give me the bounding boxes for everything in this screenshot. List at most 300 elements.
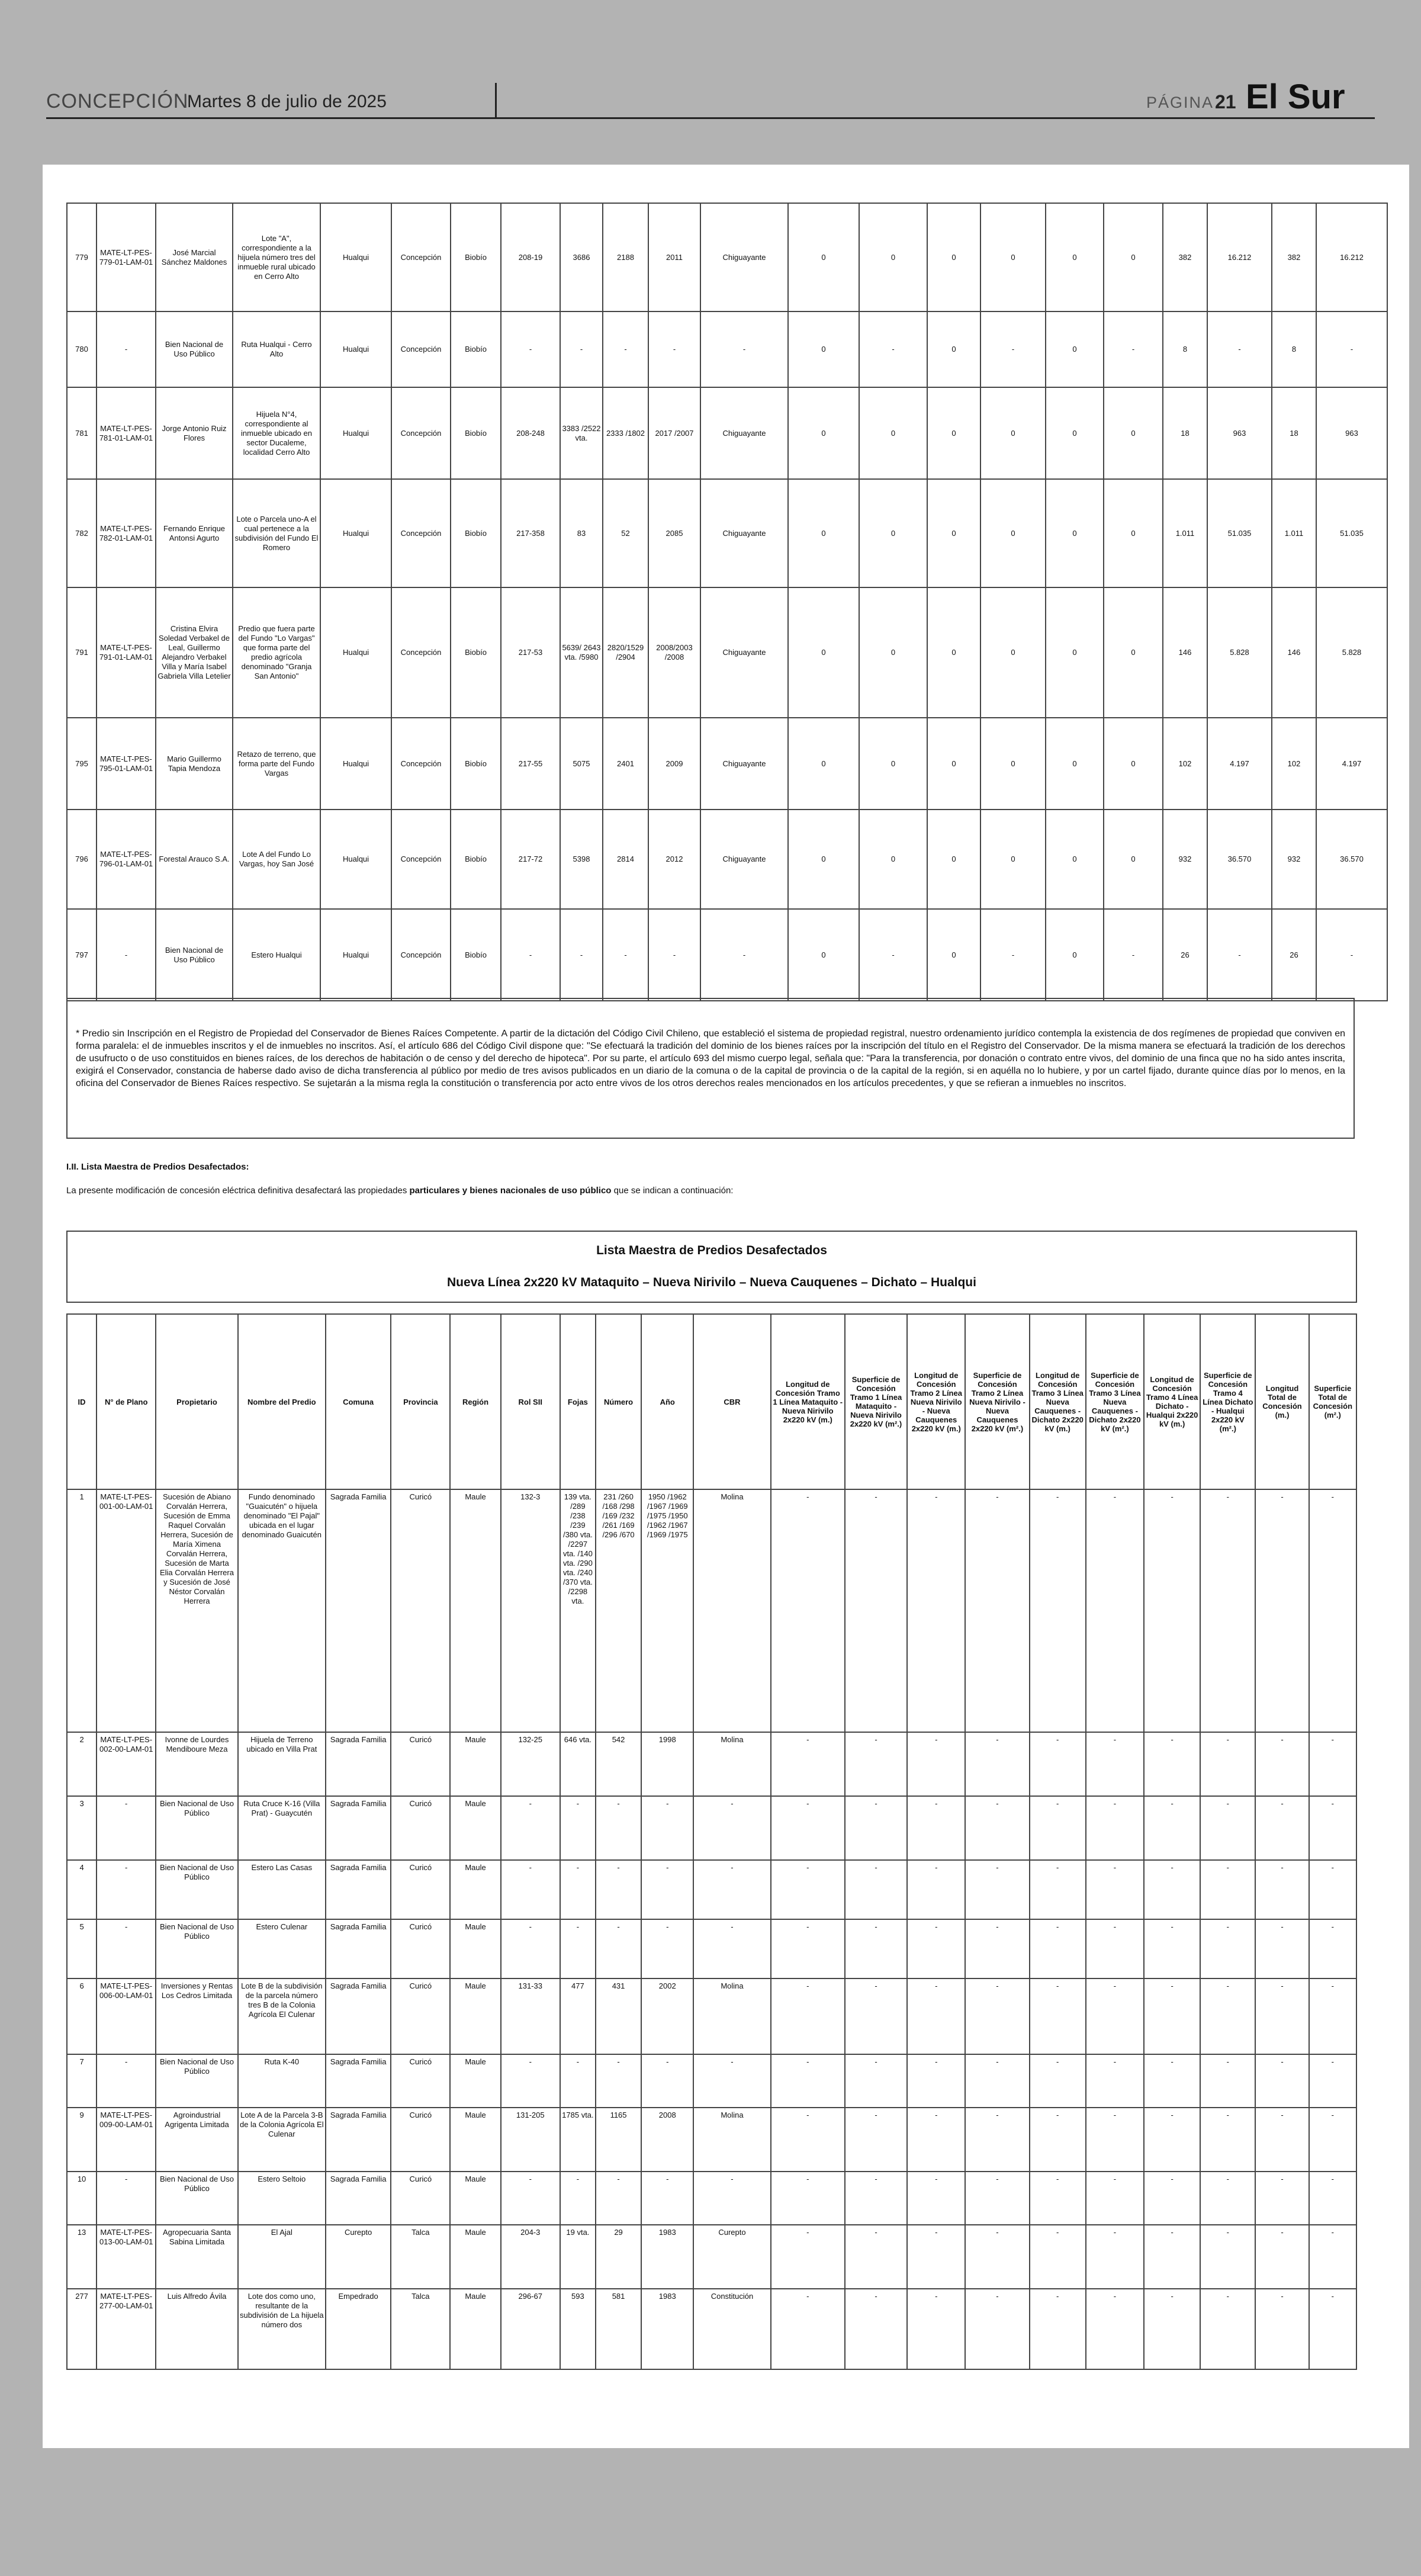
table-cell: -: [1309, 2054, 1356, 2108]
table-cell: -: [907, 1732, 965, 1796]
header-divider: [495, 83, 497, 118]
table-cell: -: [907, 2289, 965, 2369]
intro-text-end: que se indican a continuación:: [611, 1186, 734, 1196]
table-cell: Curicó: [391, 1489, 450, 1732]
table-cell: Hualqui: [320, 810, 391, 909]
table-cell: Lote o Parcela uno-A el cual pertenece a la subdivisión del Fundo El Romero: [233, 479, 320, 587]
table-cell: Molina: [693, 1978, 770, 2054]
table-cell: Ivonne de Lourdes Mendiboure Meza: [156, 1732, 237, 1796]
table-cell: -: [648, 311, 700, 387]
legal-note-box: [66, 998, 1355, 1139]
table-cell: -: [965, 2108, 1029, 2172]
table-cell: 2820/1529 /2904: [603, 587, 648, 718]
table-cell: -: [97, 909, 156, 1001]
table-cell: 146: [1163, 587, 1207, 718]
table-cell: MATE-LT-PES-781-01-LAM-01: [97, 387, 156, 479]
table-cell: -: [1144, 2289, 1200, 2369]
table-cell: 3: [67, 1796, 97, 1860]
table-cell: 1165: [596, 2108, 641, 2172]
table-cell: Sagrada Familia: [326, 1732, 391, 1796]
table-cell: -: [907, 1860, 965, 1919]
table-cell: Biobío: [451, 587, 501, 718]
table-cell: 1983: [641, 2225, 693, 2289]
table-cell: 36.570: [1316, 810, 1387, 909]
table-cell: Lote "A", correspondiente a la hijuela número tres del inmueble rural ubicado en Cerro Alto: [233, 203, 320, 311]
table-cell: -: [1086, 1978, 1144, 2054]
table-cell: Inversiones y Rentas Los Cedros Limitada: [156, 1978, 237, 2054]
table-cell: Hijuela N°4, correspondiente al inmueble ubicado en sector Ducaleme, localidad Cerro Alto: [233, 387, 320, 479]
table-cell: 0: [859, 203, 927, 311]
column-header: Superficie Total de Concesión (m².): [1309, 1314, 1356, 1489]
column-header: Rol SII: [501, 1314, 560, 1489]
table-cell: 204-3: [501, 2225, 560, 2289]
table-cell: Talca: [391, 2289, 450, 2369]
table-cell: 5: [67, 1919, 97, 1978]
table-cell: 0: [859, 810, 927, 909]
column-header: Nombre del Predio: [238, 1314, 326, 1489]
table-cell: -: [1255, 2289, 1309, 2369]
table-cell: 231 /260 /168 /298 /169 /232 /261 /169 /296 /670: [596, 1489, 641, 1732]
table-cell: Concepción: [391, 909, 451, 1001]
table-cell: Sagrada Familia: [326, 1978, 391, 2054]
table-cell: MATE-LT-PES-002-00-LAM-01: [97, 1732, 156, 1796]
table-cell: Luis Alfredo Ávila: [156, 2289, 237, 2369]
table-cell: 0: [788, 479, 859, 587]
table-row: [67, 1919, 1356, 1978]
table-cell: 2401: [603, 718, 648, 810]
table-cell: -: [1144, 1860, 1200, 1919]
table-cell: Estero Hualqui: [233, 909, 320, 1001]
table-cell: 10: [67, 2172, 97, 2225]
table-cell: -: [845, 1860, 907, 1919]
table-cell: -: [1316, 909, 1387, 1001]
table-cell: -: [845, 2172, 907, 2225]
table-cell: -: [907, 2172, 965, 2225]
table-cell: MATE-LT-PES-009-00-LAM-01: [97, 2108, 156, 2172]
table-cell: Lote dos como uno, resultante de la subdivisión de La hijuela número dos: [238, 2289, 326, 2369]
table-cell: -: [907, 1919, 965, 1978]
table-cell: Concepción: [391, 479, 451, 587]
column-header: Superficie de Concesión Tramo 1 Línea Mataquito - Nueva Nirivilo 2x220 kV (m².): [845, 1314, 907, 1489]
table-cell: -: [97, 1919, 156, 1978]
table-cell: -: [693, 1919, 770, 1978]
table-cell: -: [1030, 2225, 1086, 2289]
table-cell: Bien Nacional de Uso Público: [156, 1796, 237, 1860]
table-cell: -: [693, 1796, 770, 1860]
table-cell: -: [501, 1796, 560, 1860]
table-cell: -: [1200, 2289, 1255, 2369]
table-cell: -: [1255, 2108, 1309, 2172]
table-cell: 5.828: [1316, 587, 1387, 718]
table-cell: Bien Nacional de Uso Público: [156, 1860, 237, 1919]
table-cell: 2017 /2007: [648, 387, 700, 479]
table-cell: -: [965, 1796, 1029, 1860]
table-cell: -: [693, 1860, 770, 1919]
table-cell: -: [1144, 2225, 1200, 2289]
table-cell: Sagrada Familia: [326, 2172, 391, 2225]
table-cell: Concepción: [391, 810, 451, 909]
table-cell: 4.197: [1207, 718, 1272, 810]
table-cell: 593: [560, 2289, 596, 2369]
table-cell: -: [980, 909, 1046, 1001]
table-cell: Maule: [450, 2172, 500, 2225]
table-cell: 26: [1272, 909, 1316, 1001]
table-cell: 0: [980, 718, 1046, 810]
table-cell: 0: [1046, 311, 1104, 387]
table-cell: -: [1200, 2108, 1255, 2172]
table-cell: 132-25: [501, 1732, 560, 1796]
table-cell: 2085: [648, 479, 700, 587]
table-cell: 0: [1104, 387, 1163, 479]
table-cell: -: [845, 1978, 907, 2054]
table-cell: -: [603, 909, 648, 1001]
column-header: Longitud Total de Concesión (m.): [1255, 1314, 1309, 1489]
table-cell: 646 vta.: [560, 1732, 596, 1796]
master-list-table: [66, 1313, 1357, 2370]
table-cell: Hualqui: [320, 587, 391, 718]
table-cell: Hualqui: [320, 479, 391, 587]
table-cell: -: [1309, 1978, 1356, 2054]
table-cell: -: [1086, 2108, 1144, 2172]
table-cell: 208-19: [501, 203, 560, 311]
page-number: 21: [1215, 91, 1236, 113]
table-cell: -: [1207, 909, 1272, 1001]
table-cell: -: [1030, 1919, 1086, 1978]
table-cell: 0: [859, 587, 927, 718]
table-cell: Mario Guillermo Tapia Mendoza: [156, 718, 233, 810]
table-cell: -: [1086, 2225, 1144, 2289]
table-cell: Chiguayante: [700, 203, 788, 311]
table-cell: 382: [1272, 203, 1316, 311]
table-cell: 208-248: [501, 387, 560, 479]
table-cell: -: [771, 1860, 845, 1919]
table-cell: Molina: [693, 1489, 770, 1732]
table-row: [67, 1796, 1356, 1860]
table-cell: 0: [788, 810, 859, 909]
table-cell: -: [641, 1860, 693, 1919]
table-cell: Maule: [450, 1732, 500, 1796]
table-cell: Chiguayante: [700, 587, 788, 718]
table-cell: 139 vta. /289 /238 /239 /380 vta. /2297 vta. /140 vta. /290 vta. /240 /370 vta. /2298 vta.: [560, 1489, 596, 1732]
table-cell: -: [596, 2172, 641, 2225]
table-cell: Constitución: [693, 2289, 770, 2369]
table-cell: Hijuela de Terreno ubicado en Villa Prat: [238, 1732, 326, 1796]
table-cell: -: [560, 1796, 596, 1860]
table-cell: -: [560, 909, 603, 1001]
table-cell: -: [1309, 2225, 1356, 2289]
table-cell: 795: [67, 718, 97, 810]
table-cell: -: [1030, 1860, 1086, 1919]
table-cell: -: [97, 1796, 156, 1860]
table-cell: 0: [927, 909, 980, 1001]
table-cell: -: [641, 1919, 693, 1978]
table-cell: -: [1255, 1732, 1309, 1796]
table-cell: -: [907, 1978, 965, 2054]
table-cell: 0: [788, 203, 859, 311]
table-cell: Chiguayante: [700, 810, 788, 909]
table-cell: 0: [859, 387, 927, 479]
table-cell: -: [1309, 1860, 1356, 1919]
table-cell: 217-72: [501, 810, 560, 909]
column-header: Año: [641, 1314, 693, 1489]
table-cell: -: [965, 1732, 1029, 1796]
table-cell: -: [1144, 1919, 1200, 1978]
table-cell: Maule: [450, 1919, 500, 1978]
table-cell: 8: [1272, 311, 1316, 387]
table-cell: -: [1086, 2289, 1144, 2369]
table-cell: 277: [67, 2289, 97, 2369]
table-cell: -: [771, 1732, 845, 1796]
table-cell: Curepto: [326, 2225, 391, 2289]
table-cell: 791: [67, 587, 97, 718]
table-cell: -: [1086, 1919, 1144, 1978]
table-cell: -: [1309, 2289, 1356, 2369]
intro-text-start: La presente modificación de concesión eléctrica definitiva desafectará las propiedades: [66, 1186, 410, 1196]
table-cell: -: [1144, 1489, 1200, 1732]
table-cell: Maule: [450, 2054, 500, 2108]
table-cell: -: [1030, 2054, 1086, 2108]
table-cell: -: [1255, 1489, 1309, 1732]
table-cell: Forestal Arauco S.A.: [156, 810, 233, 909]
table-row: [67, 311, 1387, 387]
table-cell: 2: [67, 1732, 97, 1796]
table-cell: -: [1030, 2108, 1086, 2172]
table-cell: 4: [67, 1860, 97, 1919]
intro-text-bold: particulares y bienes nacionales de uso público: [409, 1186, 612, 1196]
table-cell: -: [845, 1919, 907, 1978]
table-cell: 131-205: [501, 2108, 560, 2172]
table-cell: -: [596, 1796, 641, 1860]
header-row: [67, 1314, 1356, 1489]
table-cell: 0: [980, 810, 1046, 909]
table-cell: Molina: [693, 2108, 770, 2172]
table-cell: Hualqui: [320, 718, 391, 810]
table-cell: Maule: [450, 1489, 500, 1732]
table-cell: MATE-LT-PES-795-01-LAM-01: [97, 718, 156, 810]
table-cell: -: [771, 1489, 845, 1732]
section-intro: [66, 1186, 733, 1196]
table-cell: 4.197: [1316, 718, 1387, 810]
table-row: [67, 1860, 1356, 1919]
table-cell: -: [1200, 1796, 1255, 1860]
table-cell: -: [501, 1860, 560, 1919]
table-row: [67, 387, 1387, 479]
table-cell: 5075: [560, 718, 603, 810]
table-cell: MATE-LT-PES-277-00-LAM-01: [97, 2289, 156, 2369]
table-cell: -: [693, 2054, 770, 2108]
table-cell: 2333 /1802: [603, 387, 648, 479]
table-cell: Sagrada Familia: [326, 2108, 391, 2172]
table-row: [67, 1978, 1356, 2054]
table-cell: -: [1030, 1978, 1086, 2054]
column-header: Longitud de Concesión Tramo 4 Línea Dichato - Hualqui 2x220 kV (m.): [1144, 1314, 1200, 1489]
table-cell: -: [1200, 1978, 1255, 2054]
table-cell: 102: [1163, 718, 1207, 810]
table-row: [67, 2225, 1356, 2289]
table-cell: -: [1255, 1919, 1309, 1978]
table-cell: 1998: [641, 1732, 693, 1796]
column-header: Comuna: [326, 1314, 391, 1489]
table-cell: 19 vta.: [560, 2225, 596, 2289]
table-cell: 0: [1104, 718, 1163, 810]
table-cell: Bien Nacional de Uso Público: [156, 2172, 237, 2225]
table-cell: -: [1309, 1796, 1356, 1860]
table-cell: 2188: [603, 203, 648, 311]
table-cell: 146: [1272, 587, 1316, 718]
column-header: Superficie de Concesión Tramo 4 Línea Dichato - Hualqui 2x220 kV (m².): [1200, 1314, 1255, 1489]
table-cell: -: [965, 1860, 1029, 1919]
table-cell: Chiguayante: [700, 387, 788, 479]
table-cell: 0: [927, 587, 980, 718]
table-cell: -: [1030, 2172, 1086, 2225]
table-cell: 7: [67, 2054, 97, 2108]
table-cell: 2009: [648, 718, 700, 810]
table-cell: -: [641, 2054, 693, 2108]
table-row: [67, 587, 1387, 718]
table-cell: 781: [67, 387, 97, 479]
table-cell: -: [965, 2289, 1029, 2369]
table-cell: -: [1200, 2054, 1255, 2108]
table-cell: Curicó: [391, 1796, 450, 1860]
table-cell: Maule: [450, 1860, 500, 1919]
table-cell: -: [1104, 909, 1163, 1001]
table-cell: 0: [859, 479, 927, 587]
table-cell: 51.035: [1316, 479, 1387, 587]
table-cell: 2002: [641, 1978, 693, 2054]
table-cell: Chiguayante: [700, 718, 788, 810]
table-cell: Ruta Cruce K-16 (Villa Prat) - Guaycutén: [238, 1796, 326, 1860]
table-cell: 296-67: [501, 2289, 560, 2369]
table-cell: -: [771, 2289, 845, 2369]
table-cell: MATE-LT-PES-796-01-LAM-01: [97, 810, 156, 909]
table-cell: -: [1030, 1732, 1086, 1796]
table-cell: -: [596, 1919, 641, 1978]
table-cell: 217-53: [501, 587, 560, 718]
section-name: CONCEPCIÓN: [46, 90, 189, 113]
table-cell: 477: [560, 1978, 596, 2054]
table-cell: -: [1255, 1860, 1309, 1919]
table-cell: -: [1309, 1919, 1356, 1978]
table-cell: Ruta K-40: [238, 2054, 326, 2108]
table-cell: 796: [67, 810, 97, 909]
table-cell: 780: [67, 311, 97, 387]
table-cell: -: [1086, 1732, 1144, 1796]
table-cell: 18: [1163, 387, 1207, 479]
table-cell: -: [97, 2054, 156, 2108]
column-header: Número: [596, 1314, 641, 1489]
table-cell: 0: [1104, 810, 1163, 909]
table-cell: 5639/ 2643 vta. /5980: [560, 587, 603, 718]
column-header: Fojas: [560, 1314, 596, 1489]
table-cell: 963: [1207, 387, 1272, 479]
table-cell: 0: [1046, 203, 1104, 311]
table-row: [67, 2289, 1356, 2369]
table-cell: -: [845, 1732, 907, 1796]
table-cell: 2012: [648, 810, 700, 909]
table-cell: 3383 /2522 vta.: [560, 387, 603, 479]
table-cell: 0: [788, 387, 859, 479]
table-cell: 0: [1046, 587, 1104, 718]
table-row: [67, 2054, 1356, 2108]
table-cell: 0: [1046, 387, 1104, 479]
table-cell: Maule: [450, 2108, 500, 2172]
table-cell: Talca: [391, 2225, 450, 2289]
continuation-table: [66, 203, 1388, 1001]
table-cell: -: [501, 311, 560, 387]
table-cell: -: [700, 909, 788, 1001]
column-header: Longitud de Concesión Tramo 2 Línea Nueva Nirivilo - Nueva Cauquenes 2x220 kV (m.): [907, 1314, 965, 1489]
table-cell: 779: [67, 203, 97, 311]
table-cell: -: [560, 311, 603, 387]
table-cell: 0: [1104, 587, 1163, 718]
table-cell: 0: [927, 810, 980, 909]
table-cell: 2008/2003 /2008: [648, 587, 700, 718]
table-cell: Curicó: [391, 1732, 450, 1796]
table-cell: Fundo denominado "Guaicutén" o hijuela denominado "El Pajal" ubicada en el lugar denominado Guaicutén: [238, 1489, 326, 1732]
table-row: [67, 2108, 1356, 2172]
table-cell: -: [1200, 1732, 1255, 1796]
table-cell: 797: [67, 909, 97, 1001]
table-cell: 1: [67, 1489, 97, 1732]
table-cell: Bien Nacional de Uso Público: [156, 2054, 237, 2108]
table-cell: -: [1030, 1796, 1086, 1860]
table-cell: 1785 vta.: [560, 2108, 596, 2172]
table-cell: -: [965, 1489, 1029, 1732]
table-cell: 217-55: [501, 718, 560, 810]
table-cell: 36.570: [1207, 810, 1272, 909]
table-cell: 2008: [641, 2108, 693, 2172]
table-cell: -: [501, 909, 560, 1001]
table-cell: -: [1255, 1796, 1309, 1860]
table-row: [67, 718, 1387, 810]
table-cell: 2011: [648, 203, 700, 311]
column-header: ID: [67, 1314, 97, 1489]
table-cell: -: [560, 1860, 596, 1919]
table-cell: -: [1144, 1978, 1200, 2054]
table-cell: -: [980, 311, 1046, 387]
table-cell: Retazo de terreno, que forma parte del Fundo Vargas: [233, 718, 320, 810]
table-cell: 1.011: [1163, 479, 1207, 587]
table-cell: -: [1086, 2172, 1144, 2225]
table-cell: -: [596, 1860, 641, 1919]
table-cell: 0: [1046, 479, 1104, 587]
table-cell: Maule: [450, 2225, 500, 2289]
table-cell: Bien Nacional de Uso Público: [156, 909, 233, 1001]
table-cell: -: [1144, 2108, 1200, 2172]
table-cell: Curicó: [391, 1978, 450, 2054]
table-cell: 0: [1104, 479, 1163, 587]
table-cell: -: [771, 1919, 845, 1978]
newspaper-header: [0, 0, 1421, 136]
table-cell: -: [603, 311, 648, 387]
table-cell: Concepción: [391, 587, 451, 718]
issue-date: Martes 8 de julio de 2025: [187, 92, 387, 111]
table-cell: 0: [1046, 810, 1104, 909]
table-cell: 217-358: [501, 479, 560, 587]
table-cell: -: [771, 1978, 845, 2054]
table-cell: 29: [596, 2225, 641, 2289]
table-cell: -: [1086, 1489, 1144, 1732]
table-cell: Concepción: [391, 203, 451, 311]
table-cell: Curicó: [391, 2172, 450, 2225]
table-cell: Bien Nacional de Uso Público: [156, 1919, 237, 1978]
table-cell: -: [1144, 1796, 1200, 1860]
table-cell: -: [1309, 1732, 1356, 1796]
newspaper-logo: El Sur: [1246, 78, 1345, 116]
table-cell: 2814: [603, 810, 648, 909]
table-subtitle: Nueva Línea 2x220 kV Mataquito – Nueva Nirivilo – Nueva Cauquenes – Dichato – Hualqui: [447, 1276, 976, 1289]
column-header: Longitud de Concesión Tramo 3 Línea Nueva Cauquenes - Dichato 2x220 kV (m.): [1030, 1314, 1086, 1489]
